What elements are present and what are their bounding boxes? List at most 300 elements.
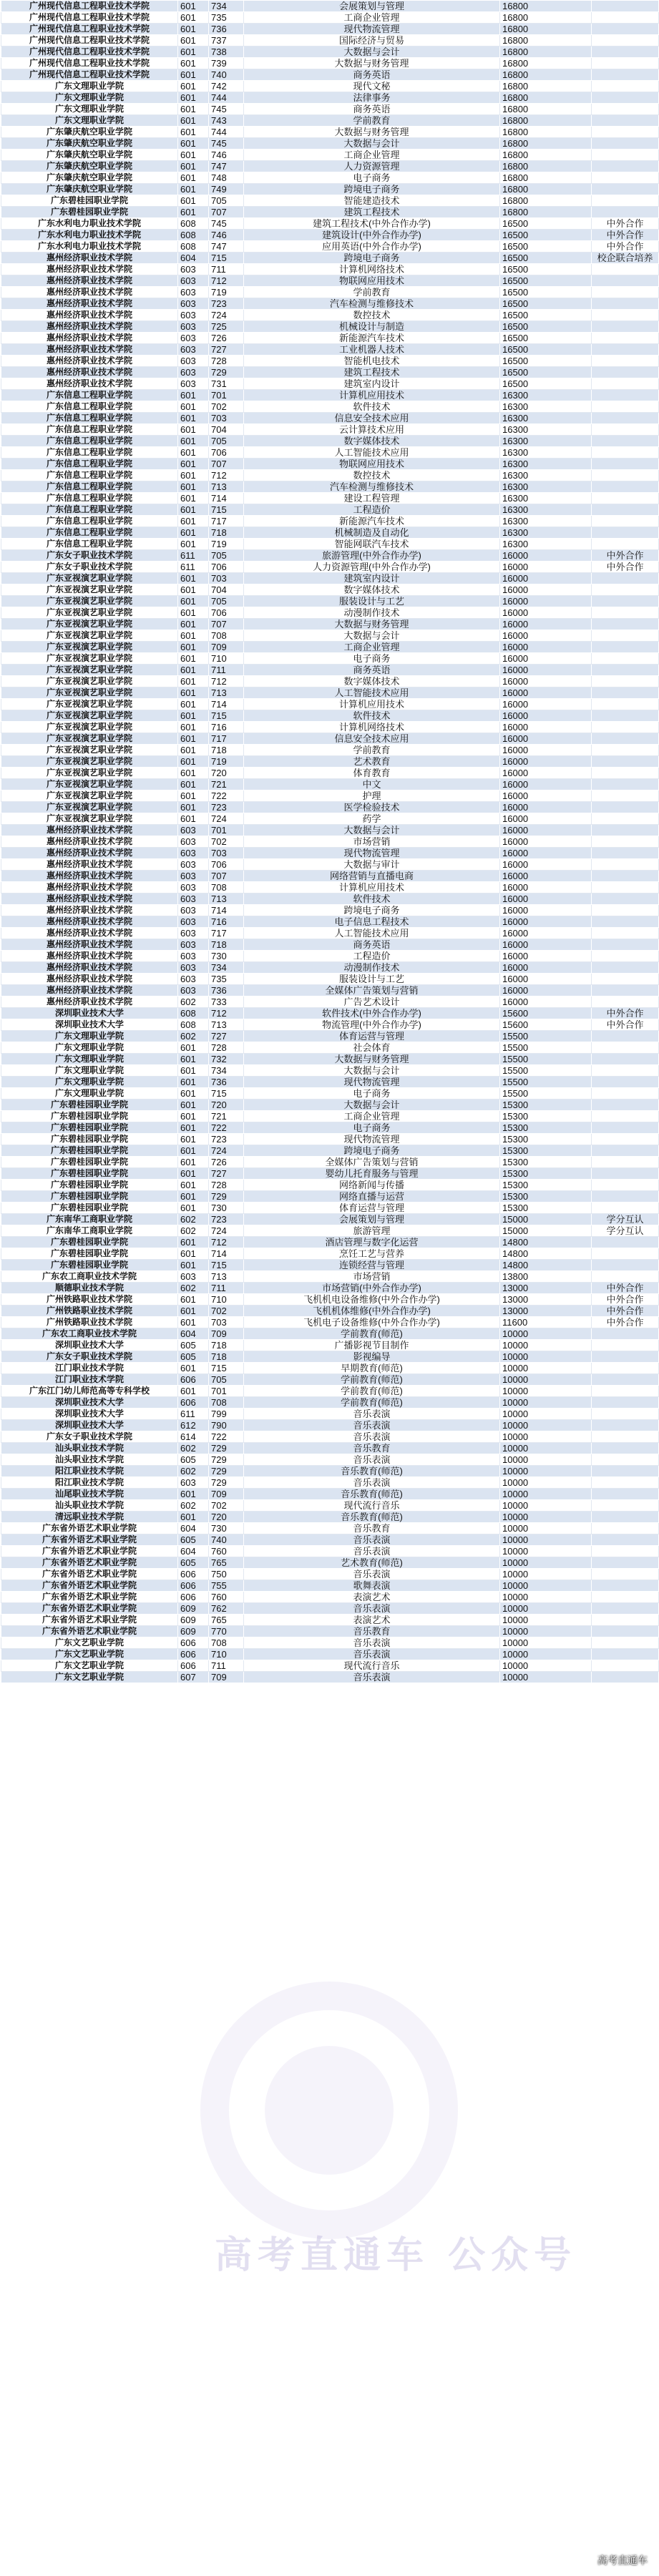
school-cell: 广东肇庆航空职业学院 xyxy=(1,161,178,172)
major-name-cell: 艺术教育 xyxy=(244,756,500,768)
note-cell xyxy=(592,275,659,287)
note-cell xyxy=(592,619,659,630)
group-code-cell: 601 xyxy=(178,1077,209,1088)
note-cell xyxy=(592,1363,659,1374)
major-code-cell: 723 xyxy=(209,1214,244,1225)
tuition-cell: 16000 xyxy=(500,836,592,848)
school-cell: 广东亚视演艺职业学院 xyxy=(1,802,178,813)
school-cell: 惠州经济职业技术学院 xyxy=(1,310,178,321)
group-code-cell: 601 xyxy=(178,619,209,630)
table-row xyxy=(1,1248,659,1260)
school-cell: 汕头职业技术学院 xyxy=(1,1454,178,1466)
group-code-cell: 601 xyxy=(178,184,209,195)
school-cell: 广州现代信息工程职业技术学院 xyxy=(1,58,178,69)
school-cell: 广东亚视演艺职业学院 xyxy=(1,630,178,642)
major-code-cell: 718 xyxy=(209,1351,244,1363)
group-code-cell: 603 xyxy=(178,882,209,893)
note-cell xyxy=(592,207,659,218)
major-name-cell: 智能机电技术 xyxy=(244,356,500,367)
group-code-cell: 601 xyxy=(178,436,209,447)
note-cell xyxy=(592,951,659,962)
table-row xyxy=(1,790,659,802)
group-code-cell: 602 xyxy=(178,1225,209,1237)
school-cell: 广东文艺职业学院 xyxy=(1,1637,178,1649)
major-name-cell: 婴幼儿托育服务与管理 xyxy=(244,1168,500,1180)
school-cell: 顺德职业技术学院 xyxy=(1,1283,178,1294)
group-code-cell: 601 xyxy=(178,756,209,768)
major-name-cell: 大数据与财务管理 xyxy=(244,1054,500,1065)
major-name-cell: 软件技术(中外合作办学) xyxy=(244,1008,500,1019)
note-cell: 学分互认 xyxy=(592,1214,659,1225)
table-row xyxy=(1,230,659,241)
table-row xyxy=(1,1225,659,1237)
school-cell: 广东亚视演艺职业学院 xyxy=(1,699,178,710)
tuition-cell: 16300 xyxy=(500,504,592,516)
note-cell xyxy=(592,1168,659,1180)
tuition-cell: 16500 xyxy=(500,356,592,367)
table-row xyxy=(1,802,659,813)
major-name-cell: 建筑工程技术 xyxy=(244,207,500,218)
table-row xyxy=(1,1431,659,1443)
tuition-cell: 15300 xyxy=(500,1111,592,1122)
table-row xyxy=(1,1672,659,1683)
note-cell xyxy=(592,184,659,195)
major-name-cell: 市场营销 xyxy=(244,836,500,848)
note-cell: 中外合作 xyxy=(592,550,659,562)
tuition-cell: 16000 xyxy=(500,779,592,790)
school-cell: 广东文理职业学院 xyxy=(1,1077,178,1088)
group-code-cell: 601 xyxy=(178,1054,209,1065)
table-row xyxy=(1,539,659,550)
major-name-cell: 烹饪工艺与营养 xyxy=(244,1248,500,1260)
major-name-cell: 全媒体广告策划与营销 xyxy=(244,985,500,996)
major-code-cell: 729 xyxy=(209,1191,244,1203)
table-row xyxy=(1,253,659,264)
tuition-cell: 15300 xyxy=(500,1168,592,1180)
table-row xyxy=(1,905,659,916)
major-name-cell: 会展策划与管理 xyxy=(244,1214,500,1225)
school-cell: 广东信息工程职业学院 xyxy=(1,493,178,504)
major-code-cell: 734 xyxy=(209,1,244,12)
note-cell xyxy=(592,1603,659,1615)
school-cell: 惠州经济职业技术学院 xyxy=(1,974,178,985)
group-code-cell: 601 xyxy=(178,1065,209,1077)
table-row xyxy=(1,241,659,253)
table-row xyxy=(1,58,659,69)
note-cell xyxy=(592,642,659,653)
note-cell xyxy=(592,768,659,779)
table-row xyxy=(1,1145,659,1157)
major-code-cell: 713 xyxy=(209,481,244,493)
note-cell xyxy=(592,1626,659,1637)
major-code-cell: 709 xyxy=(209,1328,244,1340)
major-code-cell: 711 xyxy=(209,1660,244,1672)
note-cell xyxy=(592,436,659,447)
note-cell xyxy=(592,1122,659,1134)
note-cell: 中外合作 xyxy=(592,218,659,230)
note-cell xyxy=(592,195,659,207)
group-code-cell: 605 xyxy=(178,1534,209,1546)
major-code-cell: 720 xyxy=(209,1100,244,1111)
table-row xyxy=(1,1294,659,1306)
tuition-cell: 16800 xyxy=(500,115,592,127)
major-name-cell: 商务英语 xyxy=(244,665,500,676)
school-cell: 广东碧桂园职业学院 xyxy=(1,1168,178,1180)
group-code-cell: 601 xyxy=(178,1386,209,1397)
tuition-cell: 15300 xyxy=(500,1203,592,1214)
school-cell: 广东女子职业技术学院 xyxy=(1,562,178,573)
note-cell xyxy=(592,733,659,745)
group-code-cell: 601 xyxy=(178,710,209,722)
major-name-cell: 药学 xyxy=(244,813,500,825)
tuition-cell: 16000 xyxy=(500,790,592,802)
major-name-cell: 飞机机体维修(中外合作办学) xyxy=(244,1306,500,1317)
table-row xyxy=(1,1534,659,1546)
major-name-cell: 社会体育 xyxy=(244,1042,500,1054)
table-row xyxy=(1,1019,659,1031)
note-cell xyxy=(592,756,659,768)
note-cell xyxy=(592,367,659,378)
school-cell: 广东文艺职业学院 xyxy=(1,1672,178,1683)
note-cell xyxy=(592,962,659,974)
major-name-cell: 音乐表演 xyxy=(244,1409,500,1420)
table-row xyxy=(1,733,659,745)
note-cell xyxy=(592,1523,659,1534)
table-row xyxy=(1,1283,659,1294)
group-code-cell: 601 xyxy=(178,481,209,493)
tuition-cell: 15300 xyxy=(500,1191,592,1203)
major-code-cell: 760 xyxy=(209,1546,244,1557)
school-cell: 惠州经济职业技术学院 xyxy=(1,378,178,390)
school-cell: 惠州经济职业技术学院 xyxy=(1,287,178,298)
tuition-cell: 16800 xyxy=(500,150,592,161)
school-cell: 广东亚视演艺职业学院 xyxy=(1,813,178,825)
group-code-cell: 605 xyxy=(178,1351,209,1363)
tuition-cell: 16000 xyxy=(500,996,592,1008)
note-cell xyxy=(592,539,659,550)
note-cell xyxy=(592,333,659,344)
major-name-cell: 网络营销与直播电商 xyxy=(244,871,500,882)
group-code-cell: 601 xyxy=(178,1042,209,1054)
tuition-cell: 16000 xyxy=(500,939,592,951)
note-cell xyxy=(592,825,659,836)
major-code-cell: 712 xyxy=(209,676,244,687)
major-code-cell: 746 xyxy=(209,230,244,241)
tuition-cell: 16500 xyxy=(500,378,592,390)
school-cell: 广东碧桂园职业学院 xyxy=(1,207,178,218)
major-name-cell: 音乐教育(师范) xyxy=(244,1489,500,1500)
school-cell: 广东省外语艺术职业学院 xyxy=(1,1615,178,1626)
table-row xyxy=(1,333,659,344)
note-cell xyxy=(592,584,659,596)
major-name-cell: 大数据与会计 xyxy=(244,825,500,836)
major-code-cell: 702 xyxy=(209,836,244,848)
note-cell xyxy=(592,630,659,642)
tuition-cell: 16800 xyxy=(500,172,592,184)
table-row xyxy=(1,1077,659,1088)
table-row xyxy=(1,1374,659,1386)
tuition-cell: 16500 xyxy=(500,321,592,333)
table-row xyxy=(1,768,659,779)
major-code-cell: 703 xyxy=(209,413,244,424)
table-row xyxy=(1,172,659,184)
major-name-cell: 旅游管理 xyxy=(244,1225,500,1237)
major-code-cell: 736 xyxy=(209,24,244,35)
group-code-cell: 601 xyxy=(178,172,209,184)
watermark-ring xyxy=(200,1982,458,2239)
major-code-cell: 740 xyxy=(209,1534,244,1546)
table-row xyxy=(1,1580,659,1592)
major-code-cell: 730 xyxy=(209,951,244,962)
school-cell: 广东碧桂园职业学院 xyxy=(1,1237,178,1248)
table-row xyxy=(1,962,659,974)
school-cell: 广州铁路职业技术学院 xyxy=(1,1317,178,1328)
group-code-cell: 601 xyxy=(178,596,209,607)
tuition-cell: 16000 xyxy=(500,974,592,985)
school-cell: 广东省外语艺术职业学院 xyxy=(1,1523,178,1534)
note-cell xyxy=(592,676,659,687)
major-name-cell: 表演艺术 xyxy=(244,1615,500,1626)
major-name-cell: 学前教育(师范) xyxy=(244,1397,500,1409)
group-code-cell: 601 xyxy=(178,653,209,665)
major-code-cell: 705 xyxy=(209,195,244,207)
school-cell: 惠州经济职业技术学院 xyxy=(1,321,178,333)
table-row xyxy=(1,470,659,481)
tuition-cell: 16000 xyxy=(500,825,592,836)
note-cell xyxy=(592,722,659,733)
major-code-cell: 740 xyxy=(209,69,244,81)
major-name-cell: 现代文秘 xyxy=(244,81,500,92)
tuition-cell: 16000 xyxy=(500,653,592,665)
major-code-cell: 726 xyxy=(209,333,244,344)
note-cell xyxy=(592,1649,659,1660)
school-cell: 广东碧桂园职业学院 xyxy=(1,1203,178,1214)
major-code-cell: 713 xyxy=(209,687,244,699)
table-row xyxy=(1,459,659,470)
school-cell: 惠州经济职业技术学院 xyxy=(1,962,178,974)
note-cell xyxy=(592,1031,659,1042)
major-code-cell: 790 xyxy=(209,1420,244,1431)
tuition-cell: 16000 xyxy=(500,871,592,882)
major-name-cell: 电子商务 xyxy=(244,1122,500,1134)
group-code-cell: 601 xyxy=(178,676,209,687)
major-name-cell: 工程造价 xyxy=(244,951,500,962)
note-cell xyxy=(592,1615,659,1626)
major-code-cell: 718 xyxy=(209,1340,244,1351)
major-code-cell: 702 xyxy=(209,401,244,413)
major-code-cell: 744 xyxy=(209,127,244,138)
note-cell xyxy=(592,1580,659,1592)
table-row xyxy=(1,1649,659,1660)
major-name-cell: 工商企业管理 xyxy=(244,150,500,161)
group-code-cell: 606 xyxy=(178,1569,209,1580)
major-name-cell: 大数据与财务管理 xyxy=(244,58,500,69)
tuition-cell: 10000 xyxy=(500,1363,592,1374)
major-name-cell: 音乐教育 xyxy=(244,1443,500,1454)
note-cell xyxy=(592,1569,659,1580)
table-row xyxy=(1,859,659,871)
major-code-cell: 720 xyxy=(209,1512,244,1523)
tuition-cell: 10000 xyxy=(500,1466,592,1477)
table-row xyxy=(1,871,659,882)
major-code-cell: 713 xyxy=(209,893,244,905)
table-row xyxy=(1,974,659,985)
major-name-cell: 现代流行音乐 xyxy=(244,1660,500,1672)
major-name-cell: 新能源汽车技术 xyxy=(244,333,500,344)
note-cell xyxy=(592,81,659,92)
school-cell: 广东信息工程职业学院 xyxy=(1,401,178,413)
table-row xyxy=(1,676,659,687)
tuition-cell: 15500 xyxy=(500,1031,592,1042)
major-name-cell: 跨境电子商务 xyxy=(244,1145,500,1157)
group-code-cell: 601 xyxy=(178,1294,209,1306)
major-code-cell: 765 xyxy=(209,1557,244,1569)
table-row xyxy=(1,390,659,401)
tuition-cell: 15300 xyxy=(500,1157,592,1168)
note-cell xyxy=(592,161,659,172)
major-name-cell: 服装设计与工艺 xyxy=(244,596,500,607)
major-name-cell: 商务英语 xyxy=(244,69,500,81)
major-name-cell: 歌舞表演 xyxy=(244,1580,500,1592)
major-code-cell: 704 xyxy=(209,584,244,596)
school-cell: 惠州经济职业技术学院 xyxy=(1,893,178,905)
group-code-cell: 601 xyxy=(178,1191,209,1203)
group-code-cell: 603 xyxy=(178,939,209,951)
major-name-cell: 动漫制作技术 xyxy=(244,607,500,619)
note-cell xyxy=(592,1351,659,1363)
major-code-cell: 728 xyxy=(209,1042,244,1054)
tuition-cell: 10000 xyxy=(500,1351,592,1363)
major-code-cell: 730 xyxy=(209,1203,244,1214)
tuition-cell: 13000 xyxy=(500,1283,592,1294)
major-code-cell: 755 xyxy=(209,1580,244,1592)
major-code-cell: 736 xyxy=(209,1077,244,1088)
table-row xyxy=(1,939,659,951)
tuition-cell: 10000 xyxy=(500,1569,592,1580)
table-row xyxy=(1,882,659,893)
major-code-cell: 734 xyxy=(209,1065,244,1077)
tuition-cell: 16000 xyxy=(500,596,592,607)
major-name-cell: 跨境电子商务 xyxy=(244,184,500,195)
note-cell xyxy=(592,356,659,367)
school-cell: 惠州经济职业技术学院 xyxy=(1,356,178,367)
table-row xyxy=(1,825,659,836)
group-code-cell: 601 xyxy=(178,115,209,127)
major-code-cell: 714 xyxy=(209,905,244,916)
major-code-cell: 723 xyxy=(209,802,244,813)
tuition-cell: 10000 xyxy=(500,1580,592,1592)
major-code-cell: 734 xyxy=(209,962,244,974)
major-name-cell: 音乐表演 xyxy=(244,1546,500,1557)
note-cell xyxy=(592,699,659,710)
major-code-cell: 718 xyxy=(209,745,244,756)
group-code-cell: 601 xyxy=(178,1145,209,1157)
group-code-cell: 609 xyxy=(178,1615,209,1626)
watermark xyxy=(100,1953,577,2411)
group-code-cell: 601 xyxy=(178,35,209,46)
group-code-cell: 603 xyxy=(178,916,209,928)
group-code-cell: 601 xyxy=(178,1489,209,1500)
note-cell xyxy=(592,871,659,882)
school-cell: 广东信息工程职业学院 xyxy=(1,413,178,424)
tuition-cell: 15600 xyxy=(500,1019,592,1031)
school-cell: 广东省外语艺术职业学院 xyxy=(1,1546,178,1557)
group-code-cell: 601 xyxy=(178,1157,209,1168)
group-code-cell: 601 xyxy=(178,493,209,504)
major-name-cell: 人工智能技术应用 xyxy=(244,928,500,939)
tuition-cell: 16800 xyxy=(500,69,592,81)
tuition-cell: 15300 xyxy=(500,1100,592,1111)
major-code-cell: 717 xyxy=(209,733,244,745)
major-code-cell: 705 xyxy=(209,596,244,607)
school-cell: 广东亚视演艺职业学院 xyxy=(1,790,178,802)
table-row xyxy=(1,1351,659,1363)
group-code-cell: 601 xyxy=(178,516,209,527)
tuition-cell: 16800 xyxy=(500,12,592,24)
major-name-cell: 人力资源管理 xyxy=(244,161,500,172)
major-code-cell: 703 xyxy=(209,848,244,859)
major-code-cell: 737 xyxy=(209,35,244,46)
major-name-cell: 音乐表演 xyxy=(244,1569,500,1580)
major-code-cell: 732 xyxy=(209,1054,244,1065)
note-cell xyxy=(592,493,659,504)
major-code-cell: 715 xyxy=(209,1363,244,1374)
group-code-cell: 601 xyxy=(178,195,209,207)
table-row xyxy=(1,1340,659,1351)
table-row xyxy=(1,1615,659,1626)
group-code-cell: 601 xyxy=(178,584,209,596)
tuition-cell: 16800 xyxy=(500,46,592,58)
note-cell xyxy=(592,424,659,436)
table-row xyxy=(1,1111,659,1122)
tuition-cell: 15500 xyxy=(500,1065,592,1077)
school-cell: 惠州经济职业技术学院 xyxy=(1,275,178,287)
note-cell xyxy=(592,1191,659,1203)
major-name-cell: 智能网联汽车技术 xyxy=(244,539,500,550)
group-code-cell: 606 xyxy=(178,1374,209,1386)
tuition-cell: 16800 xyxy=(500,58,592,69)
tuition-cell: 15300 xyxy=(500,1134,592,1145)
table-row xyxy=(1,1260,659,1271)
major-name-cell: 电子信息工程技术 xyxy=(244,916,500,928)
major-name-cell: 工程造价 xyxy=(244,504,500,516)
note-cell xyxy=(592,12,659,24)
major-name-cell: 学前教育 xyxy=(244,115,500,127)
table-body xyxy=(1,1,659,1683)
table-row xyxy=(1,1489,659,1500)
group-code-cell: 601 xyxy=(178,1260,209,1271)
group-code-cell: 614 xyxy=(178,1431,209,1443)
major-code-cell: 710 xyxy=(209,653,244,665)
note-cell xyxy=(592,1203,659,1214)
table-row xyxy=(1,46,659,58)
tuition-cell: 16300 xyxy=(500,401,592,413)
school-cell: 广东碧桂园职业学院 xyxy=(1,1260,178,1271)
table-row xyxy=(1,687,659,699)
major-name-cell: 全媒体广告策划与营销 xyxy=(244,1157,500,1168)
school-cell: 广东信息工程职业学院 xyxy=(1,436,178,447)
note-cell xyxy=(592,687,659,699)
major-name-cell: 市场营销 xyxy=(244,1271,500,1283)
major-code-cell: 770 xyxy=(209,1626,244,1637)
school-cell: 广东信息工程职业学院 xyxy=(1,504,178,516)
note-cell xyxy=(592,1534,659,1546)
major-code-cell: 736 xyxy=(209,985,244,996)
major-name-cell: 计算机应用技术 xyxy=(244,699,500,710)
group-code-cell: 601 xyxy=(178,1134,209,1145)
school-cell: 广东亚视演艺职业学院 xyxy=(1,722,178,733)
major-code-cell: 725 xyxy=(209,321,244,333)
